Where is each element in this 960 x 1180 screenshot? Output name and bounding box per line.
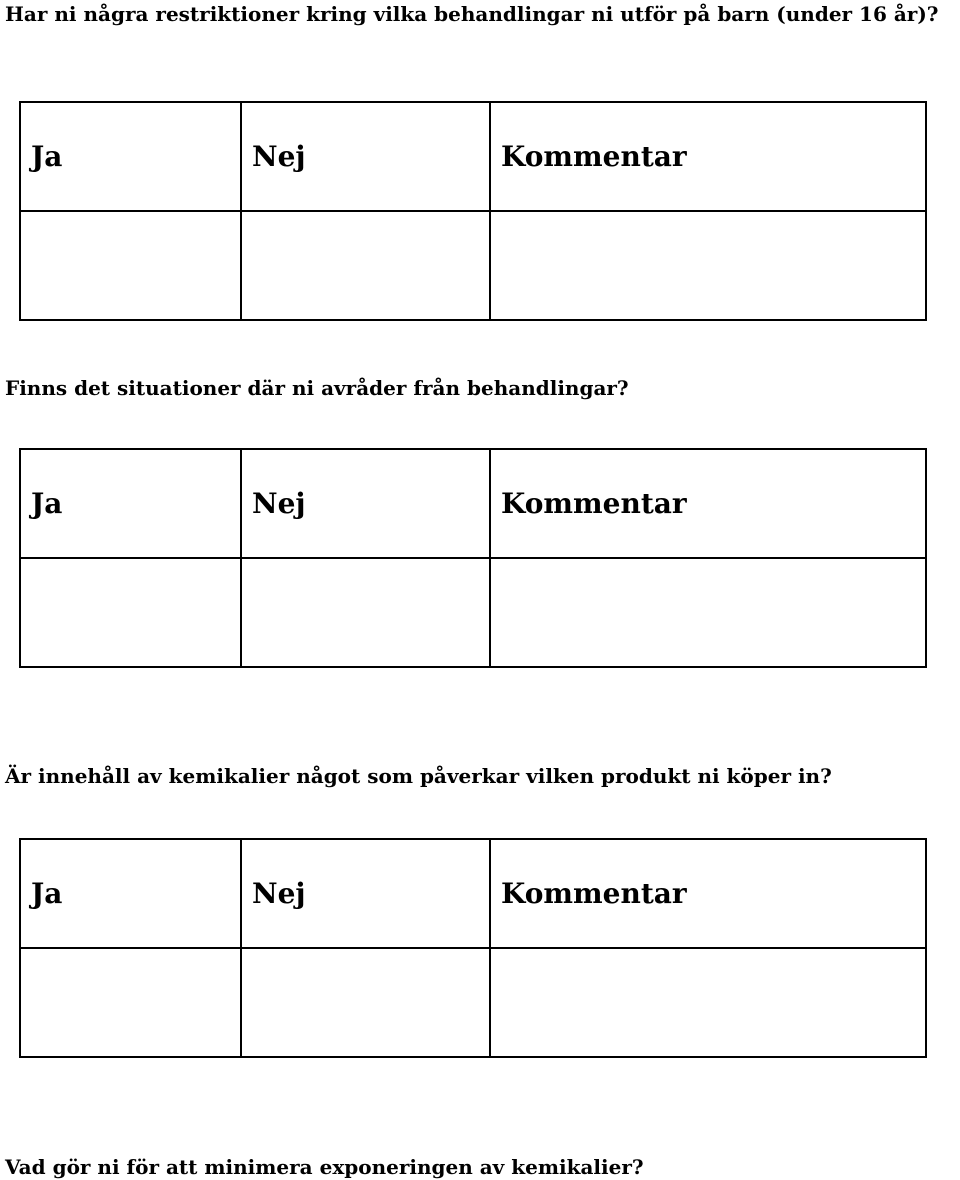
question-advise-against: Finns det situationer där ni avråder från behandlingar? (5, 376, 629, 400)
answer-nej-field[interactable] (241, 948, 490, 1057)
answer-kommentar-field[interactable] (490, 211, 926, 320)
answer-kommentar-field[interactable] (490, 558, 926, 667)
answer-table-header-row (20, 839, 926, 948)
question-minimize-exposure: Vad gör ni för att minimera exponeringen av kemikalier? (5, 1155, 644, 1179)
header-ja: Ja (20, 449, 241, 558)
answer-ja-field[interactable] (20, 211, 241, 320)
header-nej: Nej (241, 102, 490, 211)
answer-table-header-row (20, 102, 926, 211)
question-restrictions-children: Har ni några restriktioner kring vilka behandlingar ni utför på barn (under 16 år)? (5, 2, 939, 26)
header-ja: Ja (20, 102, 241, 211)
answer-nej-field[interactable] (241, 558, 490, 667)
answer-ja-field[interactable] (20, 558, 241, 667)
answer-table-input-row (20, 558, 926, 667)
answer-ja-field[interactable] (20, 948, 241, 1057)
header-kommentar: Kommentar (490, 102, 926, 211)
answer-table-input-row (20, 211, 926, 320)
answer-table-input-row (20, 948, 926, 1057)
header-kommentar: Kommentar (490, 839, 926, 948)
answer-kommentar-field[interactable] (490, 948, 926, 1057)
answer-table-advise-against (19, 448, 927, 668)
answer-table-header-row (20, 449, 926, 558)
header-kommentar: Kommentar (490, 449, 926, 558)
answer-nej-field[interactable] (241, 211, 490, 320)
answer-table-chemical-content (19, 838, 927, 1058)
header-nej: Nej (241, 839, 490, 948)
answer-table-restrictions (19, 101, 927, 321)
header-nej: Nej (241, 449, 490, 558)
question-chemical-content: Är innehåll av kemikalier något som påverkar vilken produkt ni köper in? (5, 764, 832, 788)
header-ja: Ja (20, 839, 241, 948)
